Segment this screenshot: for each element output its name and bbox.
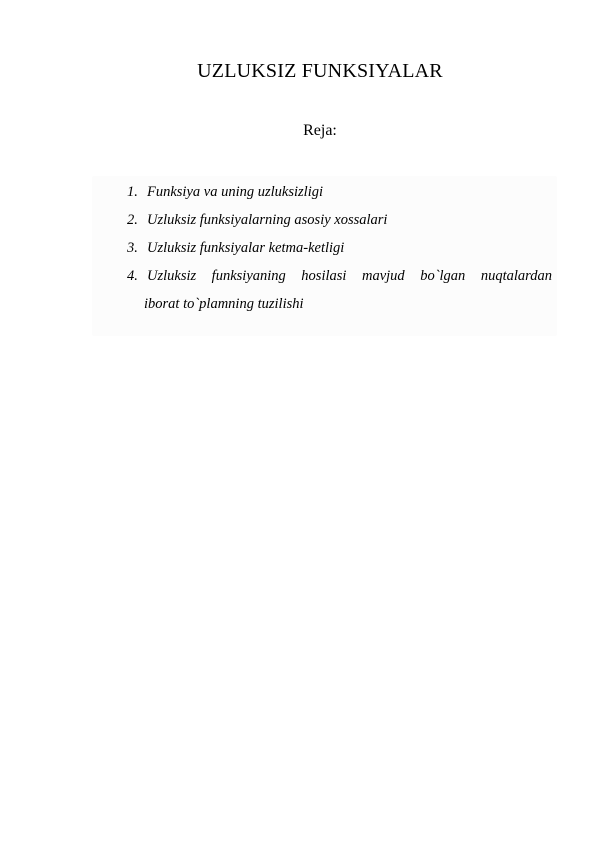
plan-section xyxy=(92,176,557,336)
plan-item-text: Uzluksiz funksiyaning hosilasi mavjud bo`lgan nuqtalardan xyxy=(147,268,552,284)
plan-item-number: 1. xyxy=(127,184,138,200)
plan-item-text: Funksiya va uning uzluksizligi xyxy=(147,184,323,200)
page-title: UZLUKSIZ FUNKSIYALAR xyxy=(197,60,443,82)
plan-heading: Reja: xyxy=(303,122,337,139)
plan-item-text: Uzluksiz funksiyalarning asosiy xossalari xyxy=(147,212,388,228)
plan-item-continuation: iborat to`plamning tuzilishi xyxy=(144,296,304,312)
plan-item-number: 2. xyxy=(127,212,138,228)
plan-item-number: 3. xyxy=(127,240,138,256)
plan-item-number: 4. xyxy=(127,268,138,284)
plan-item-text: Uzluksiz funksiyalar ketma-ketligi xyxy=(147,240,345,256)
